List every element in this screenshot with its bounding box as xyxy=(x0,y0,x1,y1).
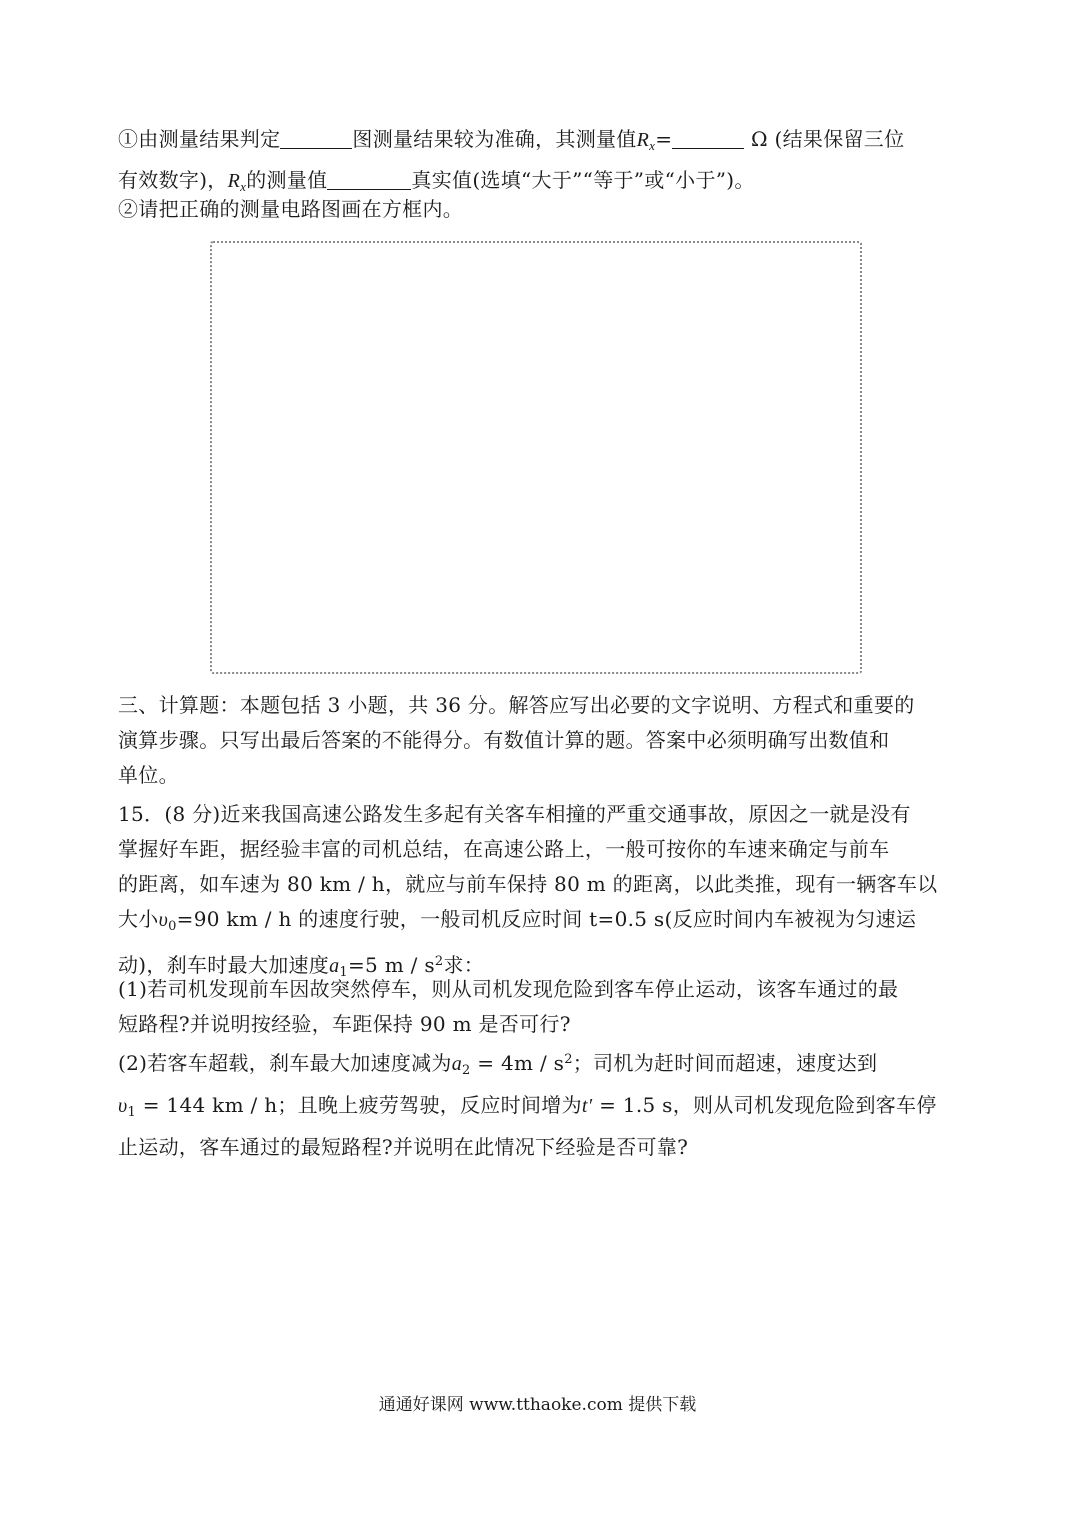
q15-sub2-line1: (2)若客车超载，刹车最大加速度减为$a_2 = 4m / s^2$；司机为赶时间而超速，速度达到 xyxy=(118,1051,878,1078)
q15-line4: 大小$\upsilon_0=90$ km / h 的速度行驶，一般司机反应时间 t=0.5 s(反应时间内车被视为匀速运 xyxy=(118,907,917,934)
circuit-drawing-box[interactable] xyxy=(210,241,862,674)
answer-blank-comparison[interactable] xyxy=(327,167,411,190)
q15-subquestion-1: (1)若司机发现前车因故突然停车，则从司机发现危险到客车停止运动，该客车通过的最 短路程?并说明按经验，车距保持 90 m 是否可行? xyxy=(118,977,899,1036)
q14-part1-line2: 有效数字)，$R_x$的测量值 真实值(选填“大于”“等于”或“小于”)。 xyxy=(118,168,755,194)
q14-part1-line1: ①由测量结果判定 图测量结果较为准确，其测量值$R_x= \Omega$ (结果保留三位 xyxy=(118,127,905,153)
section3-instructions: 三、计算题：本题包括 3 小题，共 36 分。解答应写出必要的文字说明、方程式和重要的 演算步骤。只写出最后答案的不能得分。有数值计算的题。答案中必须明确写出数值和 单位。 xyxy=(118,693,915,787)
answer-blank-figure[interactable] xyxy=(280,126,352,149)
q15-line5: 动)，刹车时最大加速度$a_1=5$ m / $s^2$求： xyxy=(118,953,485,980)
q14-part2: ②请把正确的测量电路图画在方框内。 xyxy=(118,197,464,221)
q15-subquestion-2: (2)若客车超载，刹车最大加速度减为$a_2 = 4m / s^2$；司机为赶时间而超速，速度达到 $\upsilon_1 = 144$ km / h；且晚上疲劳驾驶，反应时间增为t′ = 1.5 s，则从司机发现危险到客车停 止运动，客车通过的最短路程?并说明在此情况下经验是否可靠? xyxy=(118,1042,960,1165)
q15-stem: 15．(8 分)近来我国高速公路发生多起有关客车相撞的严重交通事故，原因之一就是没有 掌握好车距，据经验丰富的司机总结，在高速公路上，一般可按你的车速来确定与前车 的距离，如车速为 80 km / h，就应与前车保持 80 m 的距离，以此类推，现有一辆客车以 大小$\upsilon_0=90$ km / h 的速度行驶，一般司机反应时间 t=0.5 s(反应时间内车被视为匀速运 动)，刹车时最大加速度$a_1=5$ m / $s^2$求： xyxy=(118,797,960,990)
page-footer: 通通好课网 www.tthaoke.com 提供下载 xyxy=(378,1395,697,1415)
q15-sub2-line2: $\upsilon_1 = 144$ km / h；且晚上疲劳驾驶，反应时间增为t′ = 1.5 s，则从司机发现危险到客车停 xyxy=(118,1093,937,1120)
answer-blank-rx-value[interactable] xyxy=(672,126,744,149)
